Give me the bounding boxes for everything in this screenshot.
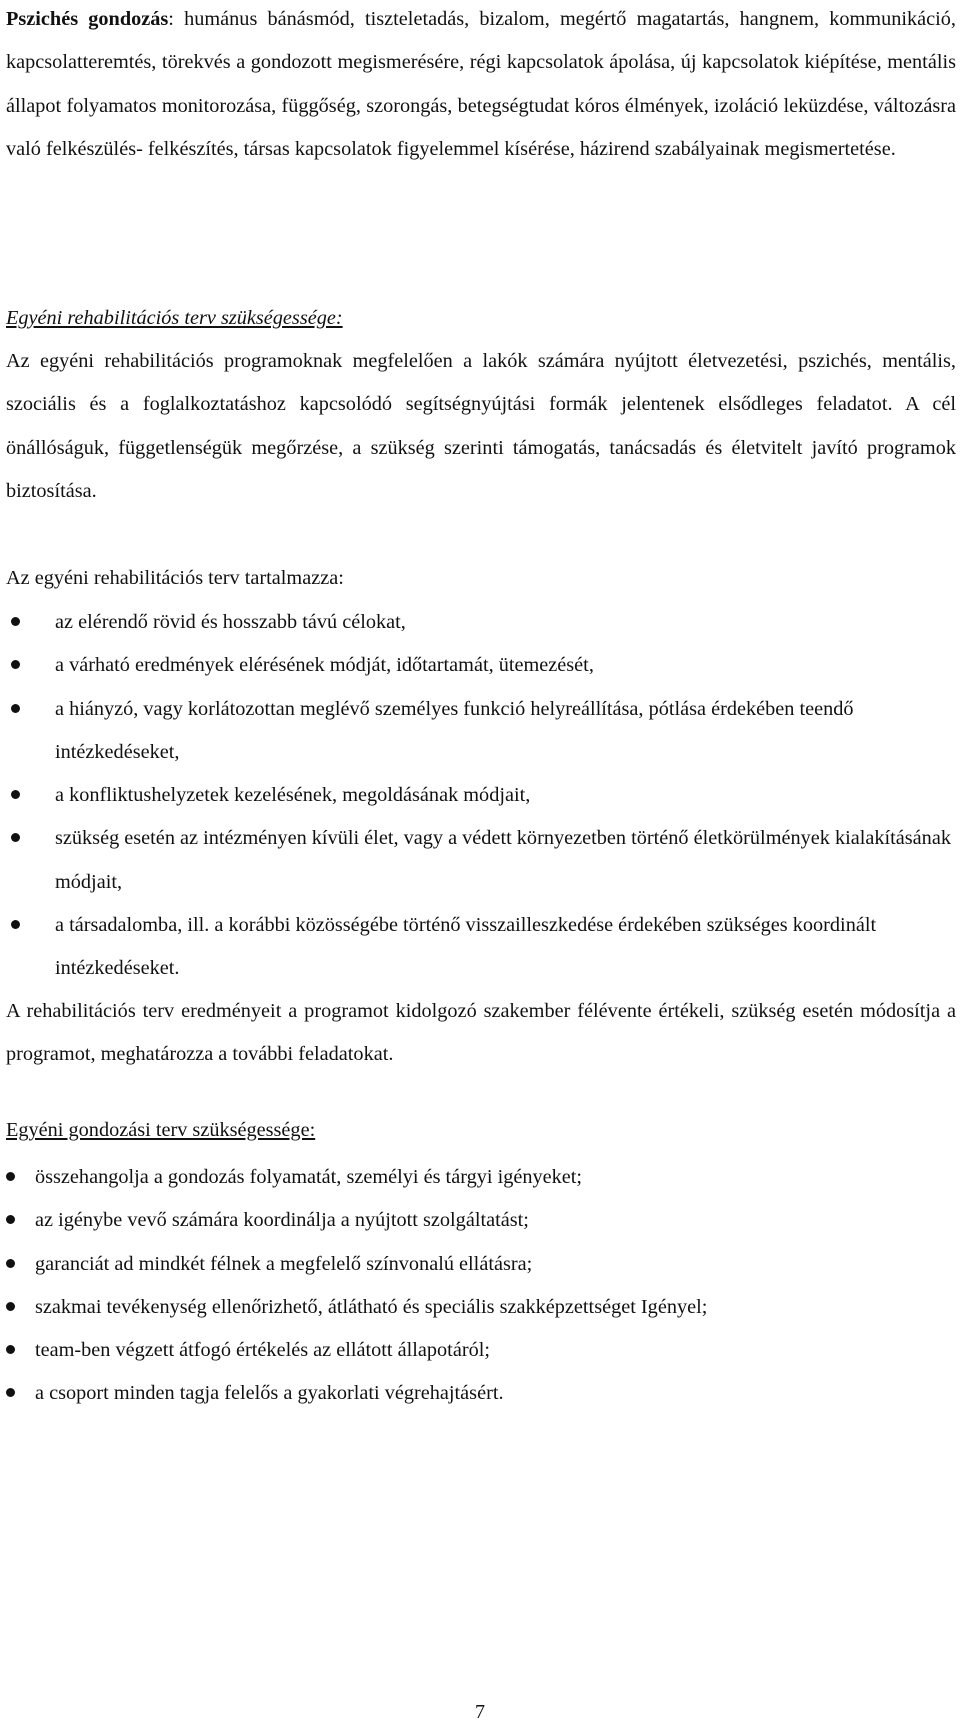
care-plan-list — [6, 1156, 956, 1416]
bullet-icon — [6, 1215, 15, 1224]
list-item: az elérendő rövid és hosszabb távú célokat, — [6, 601, 956, 644]
list-item: a társadalomba, ill. a korábbi közösségébe történő visszailleszkedése érdekében szükséges koordinált intézkedéseket. — [6, 904, 956, 991]
rehab-intro-paragraph: Az egyéni rehabilitációs programoknak megfelelően a lakók számára nyújtott életvezetési, pszichés, mentális, szociális és a foglalkoztatáshoz kapcsolódó segítségnyújtási formák jelentenek elsődleges feladatot. A cél önállóságuk, függetlenségük megőrzése, a szükség szerinti támogatás, tanácsadás és életvitelt javító programok biztosítása. — [6, 350, 956, 502]
bullet-icon — [11, 790, 20, 799]
psychic-care-paragraph — [6, 0, 956, 171]
bullet-icon — [11, 617, 20, 626]
rehab-plan-heading: Egyéni rehabilitációs terv szükségessége: — [6, 307, 343, 329]
bullet-icon — [11, 660, 20, 669]
list-item: team-ben végzett átfogó értékelés az ellátott állapotáról; — [6, 1329, 956, 1372]
bullet-icon — [11, 833, 20, 842]
list-item: garanciát ad mindkét félnek a megfelelő színvonalú ellátásra; — [6, 1243, 956, 1286]
list-item: az igénybe vevő számára koordinálja a nyújtott szolgáltatást; — [6, 1199, 956, 1242]
bullet-icon — [11, 920, 20, 929]
psychic-care-term: Pszichés gondozás — [6, 8, 169, 30]
list-item: a várható eredmények elérésének módját, időtartamát, ütemezését, — [6, 644, 956, 687]
rehab-evaluation-paragraph: A rehabilitációs terv eredményeit a programot kidolgozó szakember félévente értékeli, szükség esetén módosítja a programot, meghatározza a további feladatokat. — [6, 1000, 956, 1066]
list-item: szakmai tevékenység ellenőrizhető, átlátható és speciális szakképzettséget Igényel; — [6, 1286, 956, 1329]
list-item: a csoport minden tagja felelős a gyakorlati végrehajtásért. — [6, 1372, 956, 1415]
bullet-icon — [6, 1259, 15, 1268]
list-item: összehangolja a gondozás folyamatát, személyi és tárgyi igényeket; — [6, 1156, 956, 1199]
page-number: 7 — [475, 1701, 485, 1723]
rehab-contents-intro: Az egyéni rehabilitációs terv tartalmazza: — [6, 567, 344, 589]
bullet-icon — [6, 1302, 15, 1311]
rehab-contents-list — [6, 601, 956, 991]
list-item: szükség esetén az intézményen kívüli élet, vagy a védett környezetben történő életkörülmények kialakításának módjait, — [6, 817, 956, 904]
bullet-icon — [11, 704, 20, 713]
list-item: a hiányzó, vagy korlátozottan meglévő személyes funkció helyreállítása, pótlása érdekében teendő intézkedéseket, — [6, 688, 956, 775]
list-item: a konfliktushelyzetek kezelésének, megoldásának módjait, — [6, 774, 956, 817]
bullet-icon — [6, 1345, 15, 1354]
care-plan-heading: Egyéni gondozási terv szükségessége: — [6, 1119, 316, 1141]
bullet-icon — [6, 1172, 15, 1181]
psychic-care-text: : humánus bánásmód, tiszteletadás, bizalom, megértő magatartás, hangnem, kommunikáció, kapcsolatteremtés, törekvés a gondozott megismerésére, régi kapcsolatok ápolása, új kapcsolatok kiépítése, mentális állapot folyamatos monitorozása, függőség, szorongás, betegségtudat kóros élmények, izoláció leküzdése, változásra való felkészülés- felkészítés, társas kapcsolatok figyelemmel kísérése, házirend szabályainak megismertetése. — [6, 8, 956, 160]
bullet-icon — [6, 1388, 15, 1397]
